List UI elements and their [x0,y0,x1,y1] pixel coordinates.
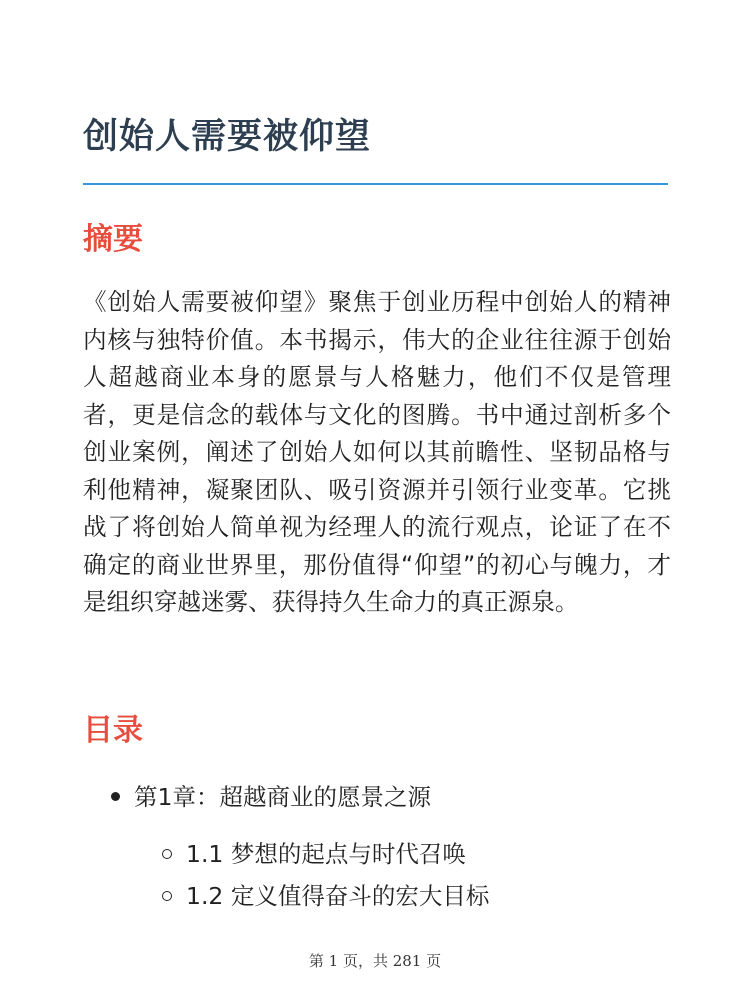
toc-heading: 目录 [83,713,143,748]
toc-item-section-1-2 [162,880,489,912]
circle-bullet-icon [162,891,172,901]
summary-heading: 摘要 [83,222,143,257]
disc-bullet-icon [111,792,120,801]
toc-item-label: 第1章：超越商业的愿景之源 [134,783,431,811]
page-number-footer: 第 1 页，共 281 页 [308,952,442,970]
toc-item-label: 1.2 定义值得奋斗的宏大目标 [186,882,490,910]
circle-bullet-icon [162,849,172,859]
document-title: 创始人需要被仰望 [83,117,372,157]
summary-paragraph: 《创始人需要被仰望》聚焦于创业历程中创始人的精神内核与独特价值。本书揭示，伟大的企业往往源于创始人超越商业本身的愿景与人格魅力，他们不仅是管理者，更是信念的载体与文化的图腾。书中通过剖析多个创业案例，阐述了创始人如何以其前瞻性、坚韧品格与利他精神，凝聚团队、吸引资源并引领行业变革。它挑战了将创始人简单视为经理人的流行观点，论证了在不确定的商业世界里，那份值得“仰望”的初心与魄力，才是组织穿越迷雾、获得持久生命力的真正源泉。 [83,288,671,616]
toc-item-chapter-1 [111,781,431,813]
toc-item-section-1-1 [162,838,466,870]
toc-item-label: 1.1 梦想的起点与时代召唤 [186,840,466,868]
title-underline [83,183,668,185]
